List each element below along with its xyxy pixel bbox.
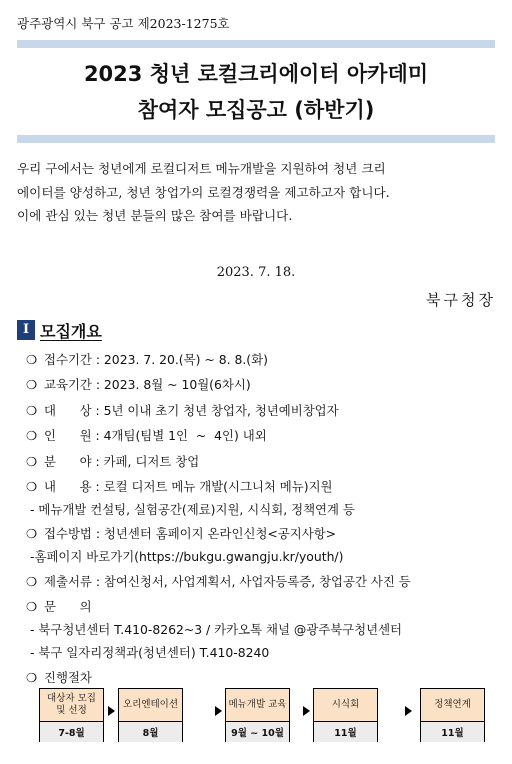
process-step-name: 오리엔테이션 bbox=[119, 689, 182, 722]
process-step-period: 11월 bbox=[314, 722, 377, 742]
process-step-period: 8월 bbox=[119, 722, 182, 742]
process-step bbox=[39, 688, 104, 742]
list-item: ❍ 인 원 : 4개팀(팀별 1인 ~ 4인) 내외 bbox=[26, 428, 267, 443]
list-item: ❍ 분 야 : 카페, 디저트 창업 bbox=[26, 454, 200, 469]
arrow-right-icon bbox=[108, 706, 115, 716]
bullet-icon: ❍ bbox=[26, 377, 38, 392]
intro-line: 우리 구에서는 청년에게 로컬디저트 메뉴개발을 지원하여 청년 크리 bbox=[17, 161, 386, 176]
bullet-icon: ❍ bbox=[26, 479, 38, 494]
section-title: 모집개요 bbox=[40, 322, 102, 341]
bullet-icon: ❍ bbox=[26, 454, 38, 469]
signer: 북구청장 bbox=[426, 291, 496, 309]
notice-number: 광주광역시 북구 공고 제2023-1275호 bbox=[17, 16, 230, 31]
top-divider-bar bbox=[17, 40, 495, 48]
intro-line: 에이터를 양성하고, 청년 창업가의 로컬경쟁력을 제고하고자 합니다. bbox=[17, 184, 390, 200]
bullet-icon: ❍ bbox=[26, 670, 38, 685]
process-step bbox=[420, 688, 485, 742]
process-step-name: 대상자 모집 및 선정 bbox=[40, 689, 103, 722]
list-item: ❍ 진행절차 bbox=[26, 670, 92, 685]
process-step-name: 메뉴개발 교육 bbox=[226, 689, 289, 722]
list-item: ❍ 대 상 : 5년 이내 초기 청년 창업자, 청년예비창업자 bbox=[26, 403, 339, 418]
intro-line: 이에 관심 있는 청년 분들의 많은 참여를 바랍니다. bbox=[17, 208, 293, 223]
list-item: ❍ 접수방법 : 청년센터 홈페이지 온라인신청<공지사항> bbox=[26, 526, 337, 541]
page-title-line1: 2023 청년 로컬크리에이터 아카데미 bbox=[83, 62, 429, 86]
process-step-name: 시식회 bbox=[314, 689, 377, 722]
list-item: ❍ 내 용 : 로컬 디저트 메뉴 개발(시그니처 메뉴)지원 bbox=[26, 479, 333, 494]
section-number-badge: Ⅰ bbox=[17, 320, 35, 340]
homepage-link[interactable]: -홈페이지 바로가기(https://bukgu.gwangju.kr/youth/) bbox=[30, 549, 344, 564]
list-item: ❍ 접수기간 : 2023. 7. 20.(목) ~ 8. 8.(화) bbox=[26, 352, 268, 367]
bullet-icon: ❍ bbox=[26, 526, 38, 541]
bullet-icon: ❍ bbox=[26, 428, 38, 443]
sub-item: - 메뉴개발 컨설팅, 실험공간(제료)지원, 시식회, 정책연계 등 bbox=[30, 502, 355, 517]
process-step-period: 9월 ~ 10월 bbox=[226, 722, 289, 742]
page-title-line2: 참여자 모집공고 (하반기) bbox=[137, 98, 375, 122]
process-step-name: 정책연계 bbox=[421, 689, 484, 722]
sub-item: - 북구청년센터 T.410-8262~3 / 카카오톡 채널 @광주북구청년센터 bbox=[30, 622, 403, 637]
process-step-period: 11월 bbox=[421, 722, 484, 742]
list-item: ❍ 문 의 bbox=[26, 599, 92, 614]
process-step bbox=[225, 688, 290, 742]
bullet-icon: ❍ bbox=[26, 599, 38, 614]
arrow-right-icon bbox=[215, 706, 222, 716]
bullet-icon: ❍ bbox=[26, 403, 38, 418]
bullet-icon: ❍ bbox=[26, 352, 38, 367]
sub-item: - 북구 일자리정책과(청년센터) T.410-8240 bbox=[30, 645, 270, 660]
arrow-right-icon bbox=[303, 706, 310, 716]
arrow-right-icon bbox=[405, 706, 412, 716]
intro-paragraph bbox=[17, 157, 499, 228]
list-item: ❍ 제출서류 : 참여신청서, 사업계획서, 사업자등록증, 창업공간 사진 등 bbox=[26, 574, 411, 589]
process-step bbox=[118, 688, 183, 742]
title-divider-bar bbox=[17, 135, 495, 143]
process-step bbox=[313, 688, 378, 742]
process-step-period: 7-8월 bbox=[40, 722, 103, 742]
list-item: ❍ 교육기간 : 2023. 8월 ~ 10월(6차시) bbox=[26, 377, 251, 392]
notice-date: 2023. 7. 18. bbox=[216, 265, 296, 280]
bullet-icon: ❍ bbox=[26, 574, 38, 589]
